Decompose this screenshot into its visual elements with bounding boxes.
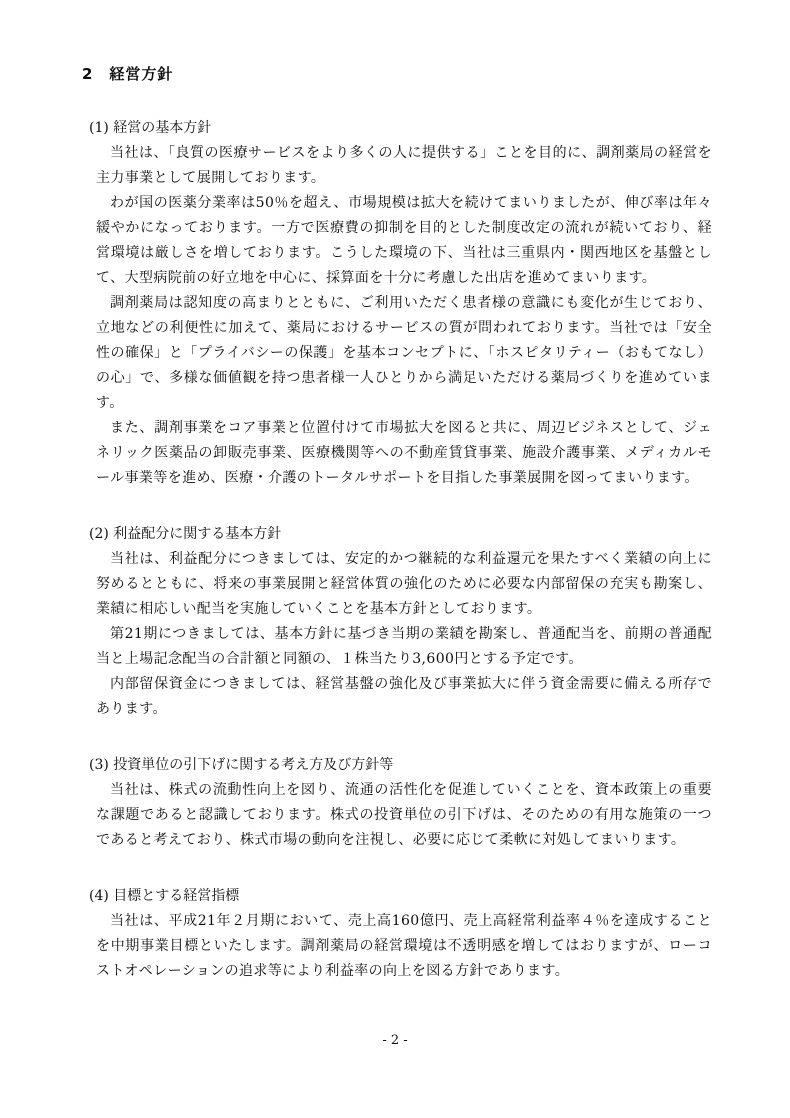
section-1-paragraph-2: わが国の医薬分業率は50％を超え、市場規模は拡大を続けてまいりましたが、伸び率は年々緩やかになっております。一方で医療費の抑制を目的とした制度改定の流れが続いており、経営環境は厳しさを増しております。こうした環境の下、当社は三重県内・関西地区を基盤として、大型病院前の好立地を中心に、採算面を十分に考慮した出店を進めてまいります。 bbox=[96, 195, 712, 286]
document-content bbox=[82, 62, 714, 984]
section-4-title: (4) 目標とする経営指標 bbox=[89, 888, 240, 904]
section-2-title: (2) 利益配分に関する基本方針 bbox=[89, 526, 282, 542]
section-2-paragraph-3: 内部留保資金につきましては、経営基盤の強化及び事業拡大に伴う資金需要に備える所存であります。 bbox=[96, 676, 712, 717]
section-investment-unit bbox=[82, 753, 714, 853]
section-1-title: (1) 経営の基本方針 bbox=[89, 120, 212, 136]
section-1-paragraph-4: また、調剤事業をコア事業と位置付けて市場拡大を図ると共に、周辺ビジネスとして、ジェネリック医薬品の卸販売事業、医療機関等への不動産賃貸事業、施設介護事業、メディカルモール事業等を進め、医療・介護のトータルサポートを目指した事業展開を図ってまいります。 bbox=[96, 420, 712, 486]
section-3-paragraph-1: 当社は、株式の流動性向上を図り、流通の活性化を促進していくことを、資本政策上の重要な課題であると認識しております。株式の投資単位の引下げは、そのための有用な施策の一つであると考えており、株式市場の動向を注視し、必要に応じて柔軟に対処してまいります。 bbox=[96, 782, 712, 848]
page-number: - 2 - bbox=[382, 1033, 408, 1048]
section-basic-policy bbox=[82, 116, 714, 491]
section-1-paragraph-1: 当社は、「良質の医療サービスをより多くの人に提供する」ことを目的に、調剤薬局の経営を主力事業として展開しております。 bbox=[96, 145, 712, 186]
section-profit-distribution bbox=[82, 522, 714, 722]
section-management-targets bbox=[82, 884, 714, 984]
section-2-paragraph-2: 第21期につきましては、基本方針に基づき当期の業績を勘案し、普通配当を、前期の普通配当と上場記念配当の合計額と同額の、１株当たり3,600円とする予定です。 bbox=[96, 626, 712, 667]
section-2-paragraph-1: 当社は、利益配分につきましては、安定的かつ継続的な利益還元を果たすべく業績の向上に努めるとともに、将来の事業展開と経営体質の強化のために必要な内部留保の充実も勘案し、業績に相応しい配当を実施していくことを基本方針としております。 bbox=[96, 551, 712, 617]
section-4-paragraph-1: 当社は、平成21年２月期において、売上高160億円、売上高経常利益率４％を達成することを中期事業目標といたします。調剤薬局の経営環境は不透明感を増してはおりますが、ローコストオペレーションの追求等により利益率の向上を図る方針であります。 bbox=[96, 913, 712, 979]
section-1-paragraph-3: 調剤薬局は認知度の高まりとともに、ご利用いただく患者様の意識にも変化が生じており、立地などの利便性に加えて、薬局におけるサービスの質が問われております。当社では「安全性の確保」と「プライバシーの保護」を基本コンセプトに、「ホスピタリティー（おもてなし）の心」で、多様な価値観を持つ患者様一人ひとりから満足いただける薬局づくりを進めています。 bbox=[96, 295, 712, 411]
document-heading: 2 経営方針 bbox=[82, 65, 174, 83]
section-3-title: (3) 投資単位の引下げに関する考え方及び方針等 bbox=[89, 757, 394, 773]
